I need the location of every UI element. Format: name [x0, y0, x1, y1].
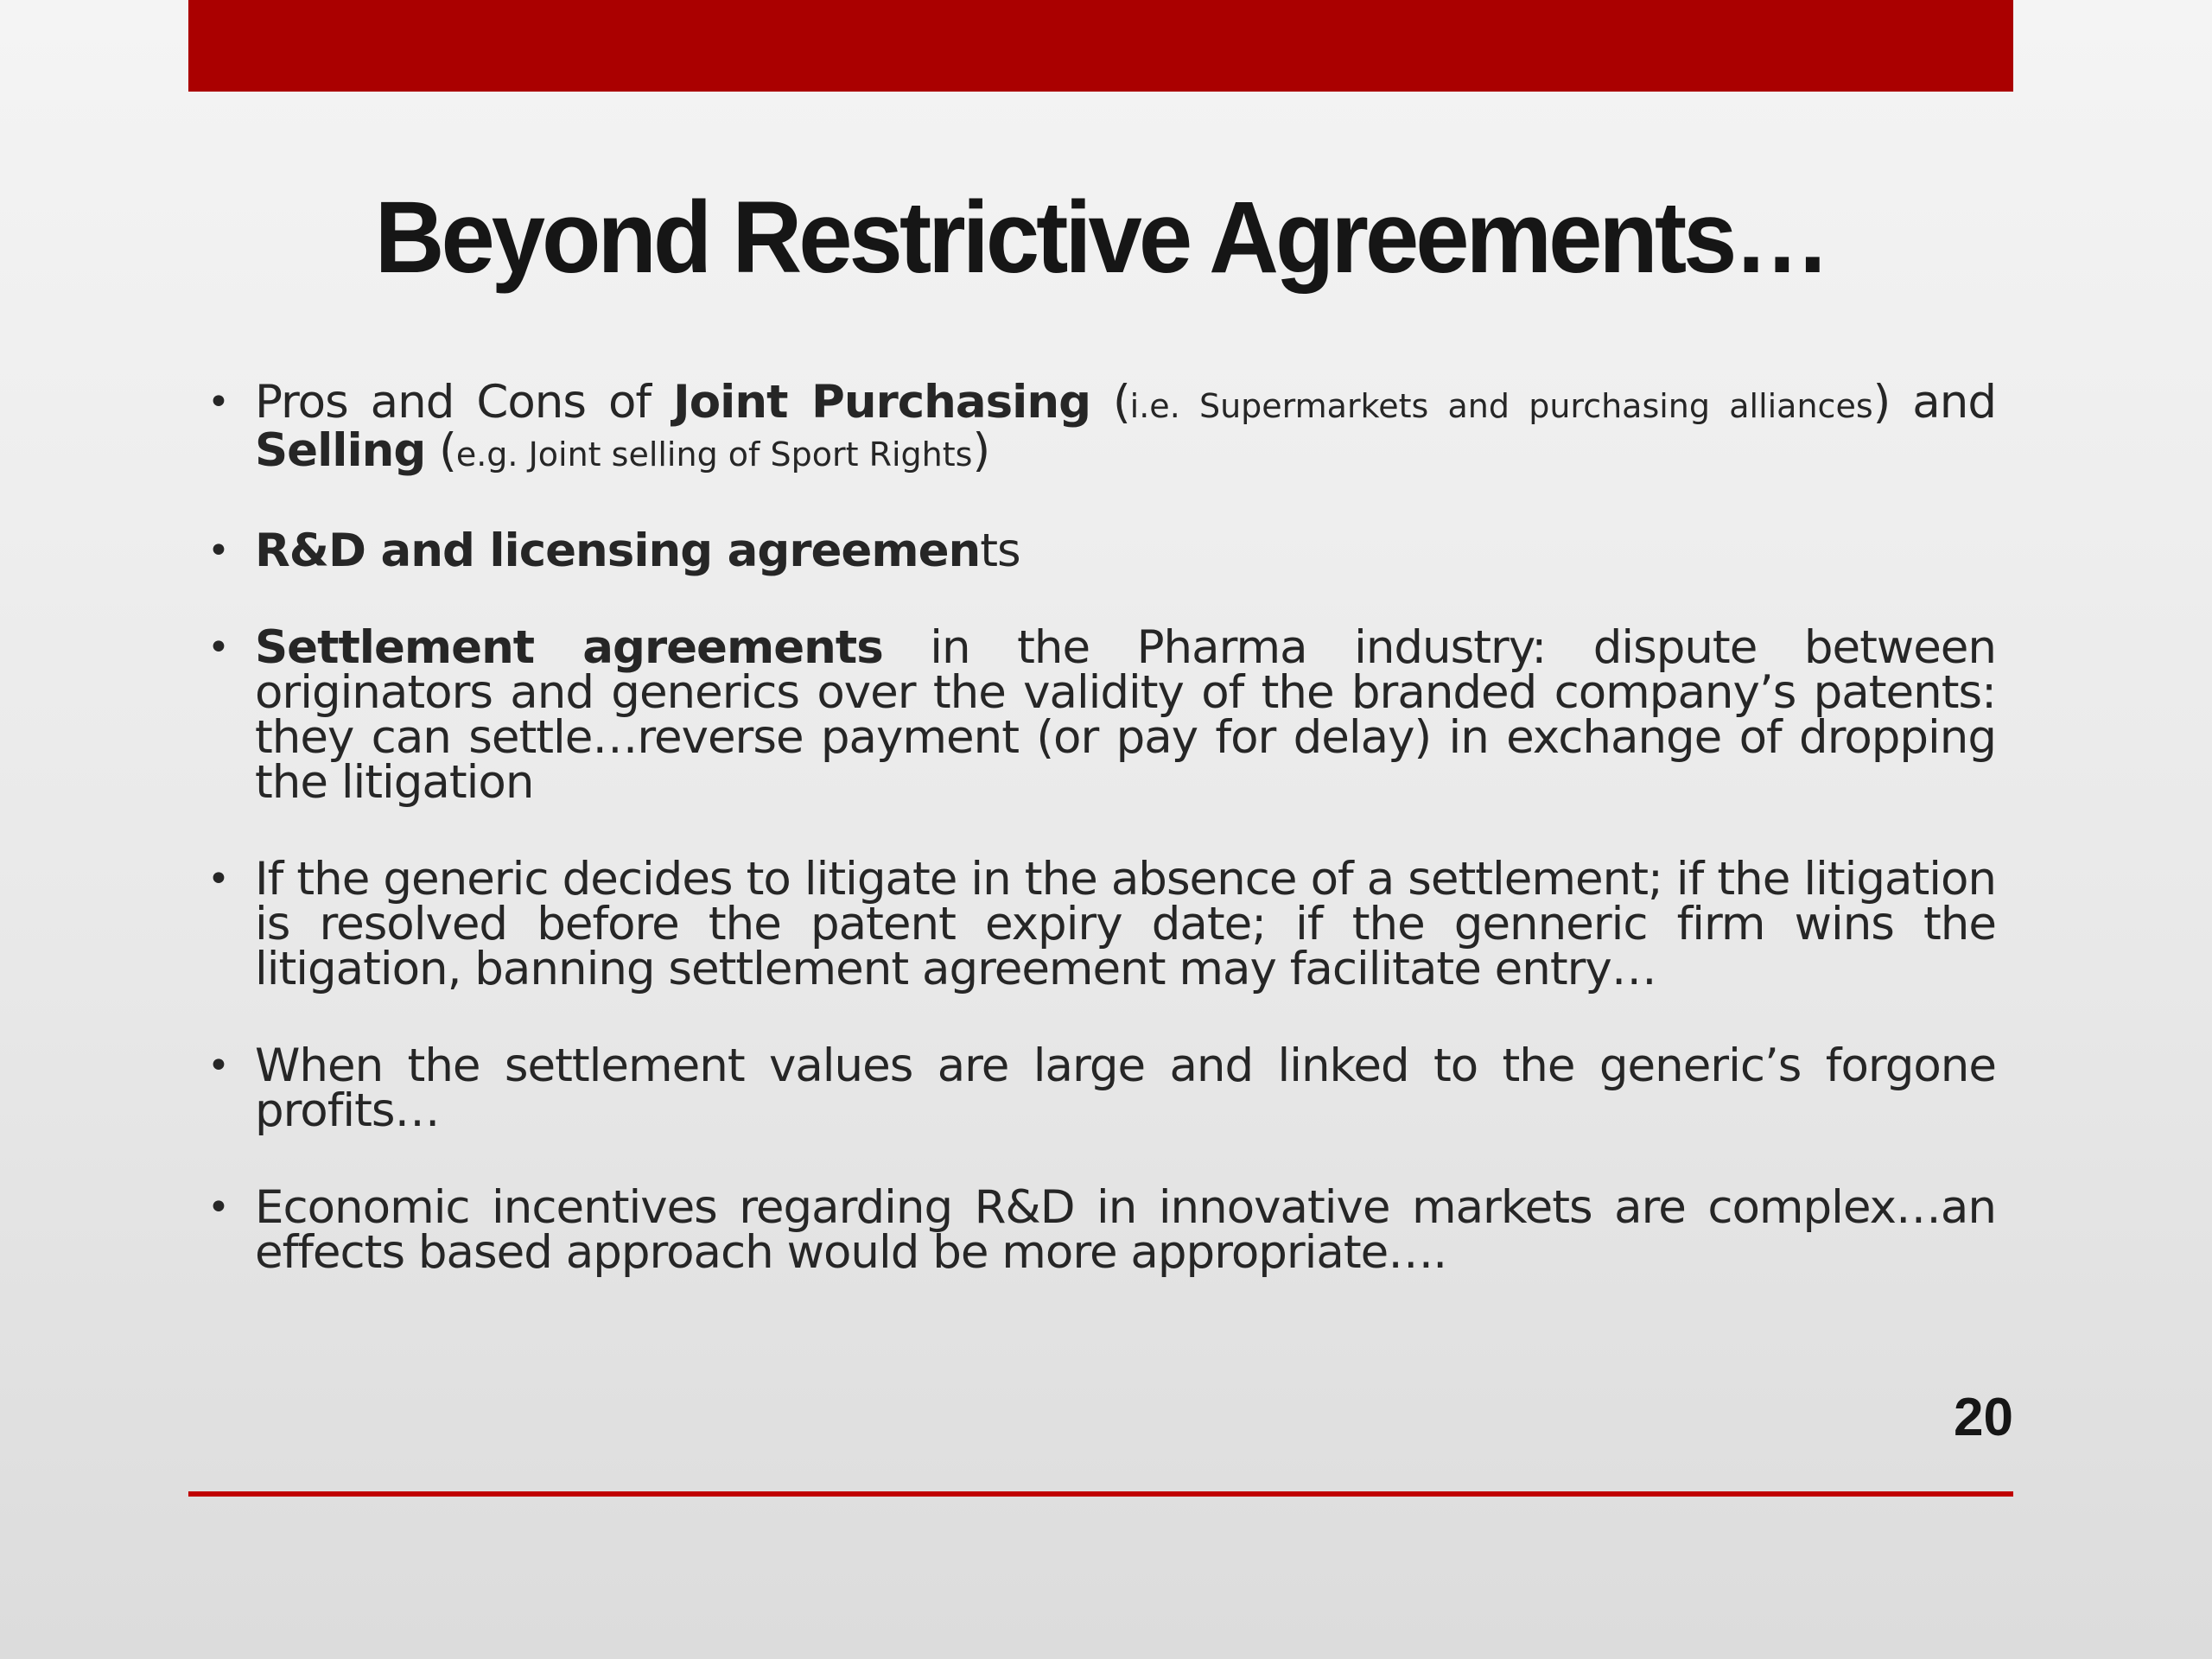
- bullet-icon: •: [207, 1185, 229, 1230]
- bullet-bold-term: R&D and licensing agreemen: [255, 524, 981, 577]
- page-number: 20: [1954, 1388, 2013, 1447]
- bullet-text: (: [425, 424, 456, 477]
- bullet-text: ) and: [1872, 376, 1997, 429]
- bullet-example: i.e. Supermarkets and purchasing alliances: [1129, 387, 1873, 425]
- bullet-bold-term: Joint Purchasing: [673, 376, 1091, 429]
- bullet-item-economic-incentives: [207, 1181, 1996, 1279]
- bullet-icon: •: [207, 1044, 229, 1088]
- bullet-item-joint-purchasing: [207, 376, 1997, 477]
- bullet-text: in the Pharma industry: dispute between originators and generics over the validity of the branded company’s patents: they can settle…reverse payment (or pay for delay) in exchange of dropping the litigation: [255, 621, 1997, 809]
- bullet-text: (: [1090, 376, 1130, 429]
- bullet-item-rd-licensing: [207, 524, 1996, 577]
- bullet-icon: •: [207, 857, 229, 901]
- bullet-text: ts: [980, 524, 1020, 577]
- bullet-bold-term: Selling: [255, 424, 426, 477]
- bullet-text: ): [972, 424, 990, 477]
- bullet-item-settlement-agreements: [207, 621, 1997, 809]
- bullet-item-settlement-values: [207, 1039, 1996, 1137]
- bullet-example: e.g. Joint selling of Sport Rights: [455, 435, 973, 474]
- bullet-text: Pros and Cons of: [255, 376, 674, 429]
- bullet-item-generic-litigation: [207, 853, 1996, 995]
- bullet-bold-term: Settlement agreements: [255, 621, 883, 674]
- bullet-icon: •: [207, 626, 229, 670]
- bottom-divider: [188, 1491, 2013, 1497]
- slide-title: Beyond Restrictive Agreements…: [374, 180, 1827, 295]
- bullet-list: [207, 376, 1997, 1327]
- bullet-icon: •: [207, 529, 229, 573]
- bullet-icon: •: [207, 380, 229, 424]
- bullet-text: When the settlement values are large and linked to the generic’s forgone profits…: [255, 1039, 1996, 1137]
- top-accent-bar: [188, 0, 2013, 92]
- bullet-text: Economic incentives regarding R&D in innovative markets are complex…an effects based approach would be more appropriate….: [255, 1181, 1996, 1279]
- bullet-text: If the generic decides to litigate in the absence of a settlement; if the litigation is resolved before the patent expiry date; if the genneric firm wins the litigation, banning settlement agreement may facilitate entry…: [255, 853, 1996, 995]
